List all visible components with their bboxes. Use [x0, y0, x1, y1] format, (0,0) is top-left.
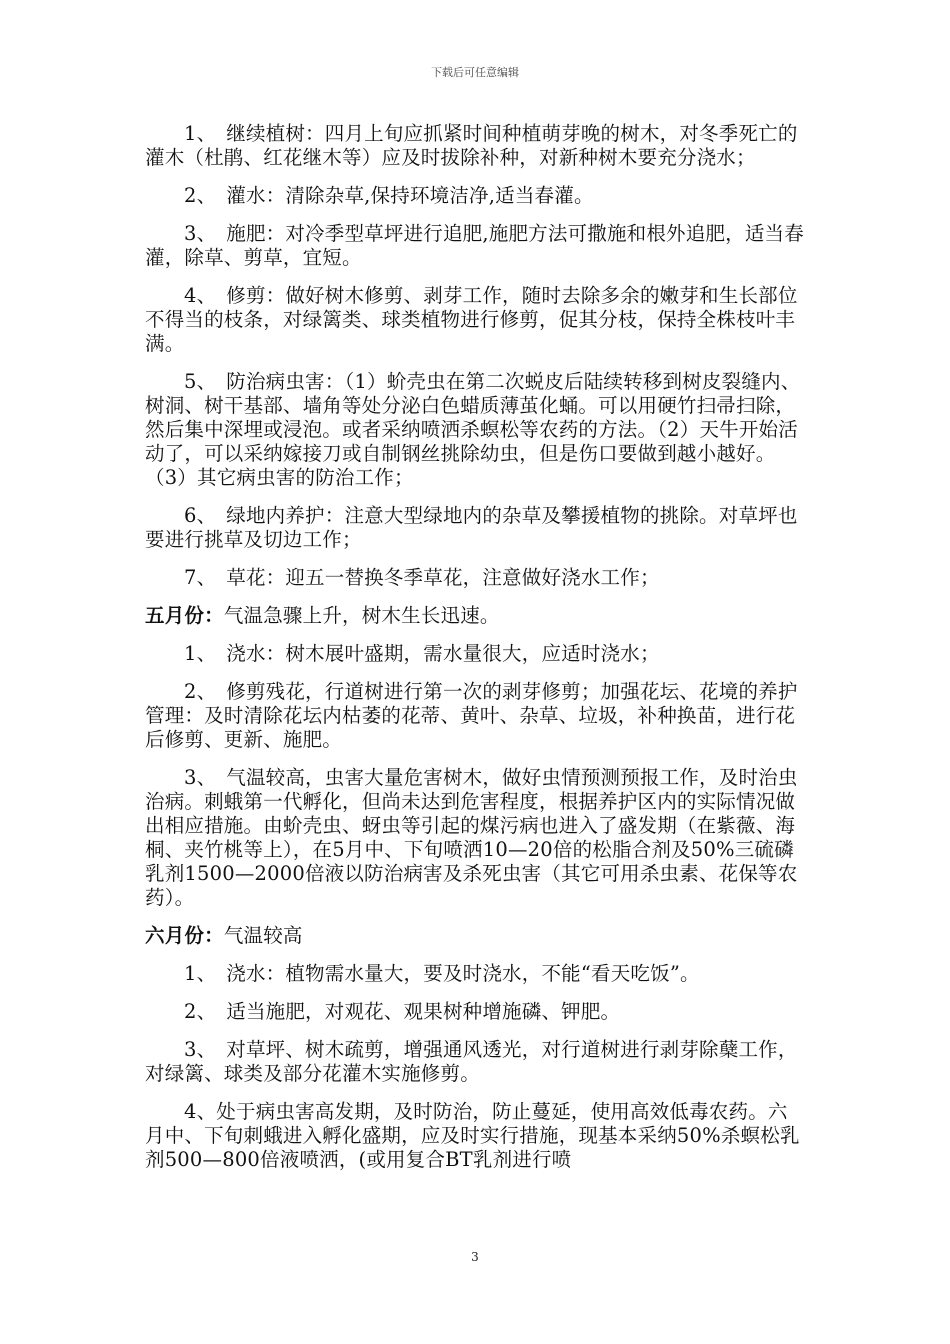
may-title: 五月份：	[145, 604, 224, 627]
document-body	[145, 122, 805, 1186]
june-item-3: 3、 对草坪、树木疏剪，增强通风透光，对行道树进行剥芽除蘖工作，对绿篱、球类及部分花灌木实施修剪。	[145, 1038, 798, 1085]
may-item-1: 1、 浇水：树木展叶盛期，需水量很大，应适时浇水；	[184, 642, 660, 665]
june-intro: 气温较高	[223, 924, 303, 947]
may-item-3: 3、 气温较高，虫害大量危害树木，做好虫情预测预报工作，及时治虫治病。刺蛾第一代孵化，但尚未达到危害程度，根据养护区内的实际情况做出相应措施。由蚧壳虫、蚜虫等引起的煤污病也进入了盛发期（在紫薇、海桐、夹竹桃等上），在5月中、下旬喷洒10—20倍的松脂合剂及50%三硫磷乳剂1500—2000倍液以防治病害及杀死虫害（其它可用杀虫素、花保等农药）。	[145, 766, 798, 909]
may-item-2: 2、 修剪残花，行道树进行第一次的剥芽修剪；加强花坛、花境的养护管理：及时清除花坛内枯萎的花蒂、黄叶、杂草、垃圾，补种换苗，进行花后修剪、更新、施肥。	[145, 680, 798, 751]
june-heading	[145, 924, 805, 948]
page-number: 3	[471, 1250, 479, 1264]
april-item-5: 5、 防治病虫害：（1）蚧壳虫在第二次蜕皮后陆续转移到树皮裂缝内、树洞、树干基部、墙角等处分泌白色蜡质薄茧化蛹。可以用硬竹扫帚扫除，然后集中深埋或浸泡。或者采纳喷洒杀螟松等农药的方法。（2）天牛开始活动了，可以采纳嫁接刀或自制钢丝挑除幼虫，但是伤口要做到越小越好。（3）其它病虫害的防治工作；	[145, 370, 801, 489]
april-item-3: 3、 施肥：对冷季型草坪进行追肥,施肥方法可撒施和根外追肥，适当春灌，除草、剪草，宜短。	[145, 222, 804, 269]
june-item-2: 2、 适当施肥，对观花、观果树种增施磷、钾肥。	[184, 1000, 621, 1023]
april-item-1: 1、 继续植树：四月上旬应抓紧时间种植萌芽晚的树木，对冬季死亡的灌木（杜鹃、红花继木等）应及时拔除补种，对新种树木要充分浇水；	[145, 122, 798, 169]
june-item-4: 4、处于病虫害高发期，及时防治，防止蔓延，使用高效低毒农药。六月中、下旬刺蛾进入孵化盛期，应及时实行措施，现基本采纳50%杀螟松乳剂500—800倍液喷洒，(或用复合BT乳剂进行喷	[145, 1100, 800, 1171]
june-title: 六月份：	[145, 924, 224, 947]
april-item-2: 2、 灌水：清除杂草,保持环境洁净,适当春灌。	[184, 184, 594, 207]
april-item-6: 6、 绿地内养护：注意大型绿地内的杂草及攀援植物的挑除。对草坪也要进行挑草及切边工作；	[145, 504, 798, 551]
april-item-7: 7、 草花：迎五一替换冬季草花，注意做好浇水工作；	[184, 566, 660, 589]
page-header: 下载后可任意编辑	[431, 66, 519, 79]
may-heading	[145, 604, 805, 628]
may-intro: 气温急骤上升，树木生长迅速。	[223, 604, 500, 627]
april-item-4: 4、 修剪：做好树木修剪、剥芽工作，随时去除多余的嫩芽和生长部位不得当的枝条，对绿篱类、球类植物进行修剪，促其分枝，保持全株枝叶丰满。	[145, 284, 798, 355]
june-item-1: 1、 浇水：植物需水量大，要及时浇水，不能“看天吃饭”。	[184, 962, 700, 985]
